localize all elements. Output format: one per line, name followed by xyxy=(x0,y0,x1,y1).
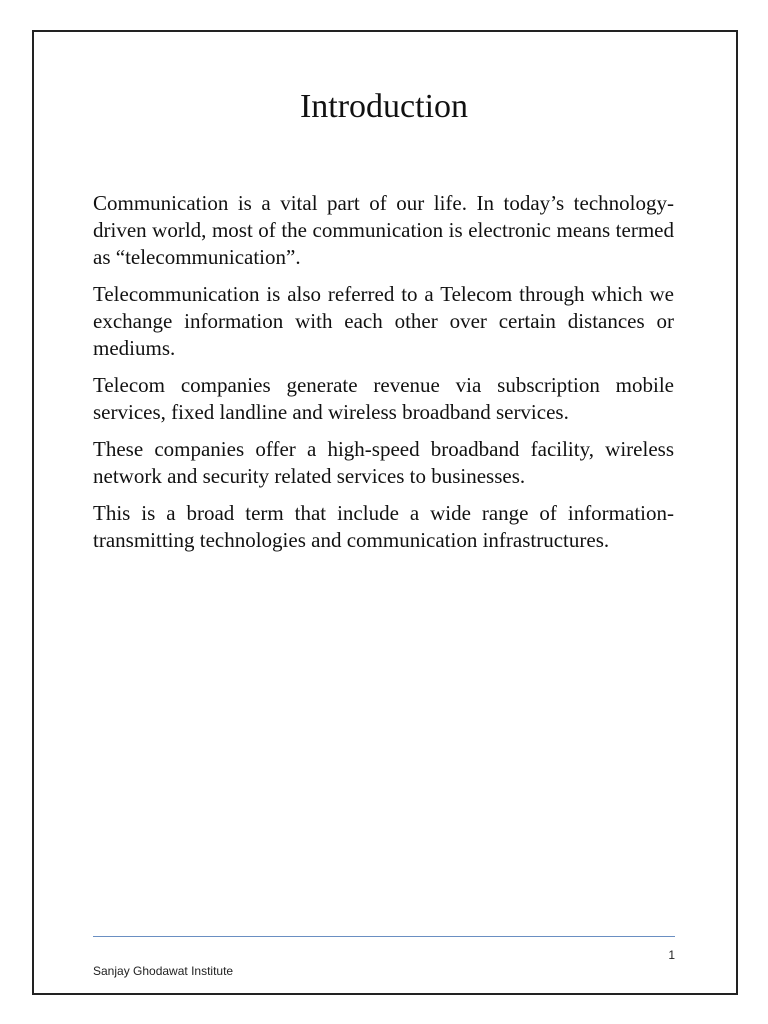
page-number: 1 xyxy=(668,948,675,962)
paragraph: Telecommunication is also referred to a Telecom through which we exchange information with each other over certain distances or mediums. xyxy=(93,282,674,360)
paragraph: Telecom companies generate revenue via subscription mobile services, fixed landline and wireless broadband services. xyxy=(93,373,674,424)
page-title: Introduction xyxy=(299,88,469,125)
footer-divider xyxy=(93,936,675,937)
footer-institute-name: Sanjay Ghodawat Institute xyxy=(93,964,234,978)
body-text xyxy=(93,190,674,564)
paragraph: This is a broad term that include a wide range of information-transmitting technologies and communication infrastructures. xyxy=(93,501,674,552)
paragraph: Communication is a vital part of our life. In today’s technology-driven world, most of the communication is electronic means termed as “telecommunication”. xyxy=(93,191,674,269)
paragraph: These companies offer a high-speed broadband facility, wireless network and security related services to businesses. xyxy=(93,437,674,488)
